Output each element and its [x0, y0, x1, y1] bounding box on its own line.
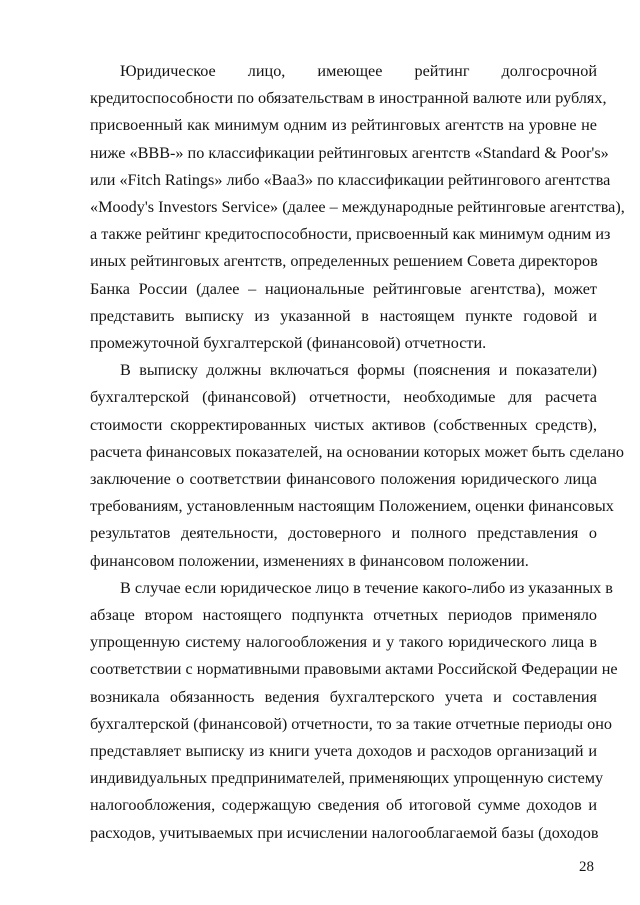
text-line: результатов деятельности, достоверного и полного представления о: [90, 524, 597, 543]
text-line: кредитоспособности по обязательствам в иностранной валюте или рублях,: [90, 89, 607, 108]
text-line: налогообложения, содержащую сведения об итоговой сумме доходов и: [90, 796, 597, 815]
text-line: или «Fitch Ratings» либо «Baa3» по классификации рейтингового агентства: [90, 170, 611, 189]
text-line: присвоенный как минимум одним из рейтинговых агентств на уровне не: [90, 116, 597, 135]
text-line: «Moody's Investors Service» (далее – международные рейтинговые агентства),: [90, 198, 625, 217]
page-number: 28: [579, 859, 594, 875]
text-line: соответствии с нормативными правовыми актами Российской Федерации не: [90, 660, 618, 679]
text-line: упрощенную систему налогообложения и у такого юридического лица в: [90, 633, 597, 652]
text-line: промежуточной бухгалтерской (финансовой) отчетности.: [90, 334, 487, 353]
text-line: расходов, учитываемых при исчислении налогооблагаемой базы (доходов: [90, 823, 599, 842]
text-line: бухгалтерской (финансовой) отчетности, то за такие отчетные периоды оно: [90, 714, 613, 733]
text-line: В случае если юридическое лицо в течение какого-либо из указанных в: [120, 578, 613, 597]
text-line: а также рейтинг кредитоспособности, присвоенный как минимум одним из: [90, 225, 611, 244]
document-body: [90, 58, 625, 847]
text-line: абзаце втором настоящего подпункта отчетных периодов применяло: [90, 606, 597, 625]
paragraph-3: [90, 575, 618, 847]
paragraph-2: [90, 357, 624, 575]
text-line: возникала обязанность ведения бухгалтерского учета и составления: [90, 687, 597, 706]
text-line: ниже «BBB-» по классификации рейтинговых агентств «Standard & Poor's»: [90, 143, 609, 162]
text-line: В выписку должны включаться формы (пояснения и показатели): [120, 361, 597, 380]
paragraph-1: [90, 58, 625, 357]
text-line: индивидуальных предпринимателей, применяющих упрощенную систему: [90, 769, 604, 788]
text-line: Банка России (далее – национальные рейтинговые агентства), может: [90, 279, 597, 298]
text-line: представить выписку из указанной в настоящем пункте годовой и: [90, 306, 597, 325]
text-line: расчета финансовых показателей, на основании которых может быть сделано: [90, 442, 624, 461]
text-line: заключение о соответствии финансового положения юридического лица: [90, 470, 597, 489]
text-line: представляет выписку из книги учета доходов и расходов организаций и: [90, 742, 597, 761]
text-line: стоимости скорректированных чистых активов (собственных средств),: [90, 415, 597, 434]
text-line: финансовом положении, изменениях в финансовом положении.: [90, 551, 529, 570]
text-line: бухгалтерской (финансовой) отчетности, необходимые для расчета: [90, 388, 597, 407]
text-line: иных рейтинговых агентств, определенных решением Совета директоров: [90, 252, 598, 271]
text-line: Юридическое лицо, имеющее рейтинг долгосрочной: [120, 62, 597, 80]
text-line: требованиям, установленным настоящим Положением, оценки финансовых: [90, 497, 614, 516]
